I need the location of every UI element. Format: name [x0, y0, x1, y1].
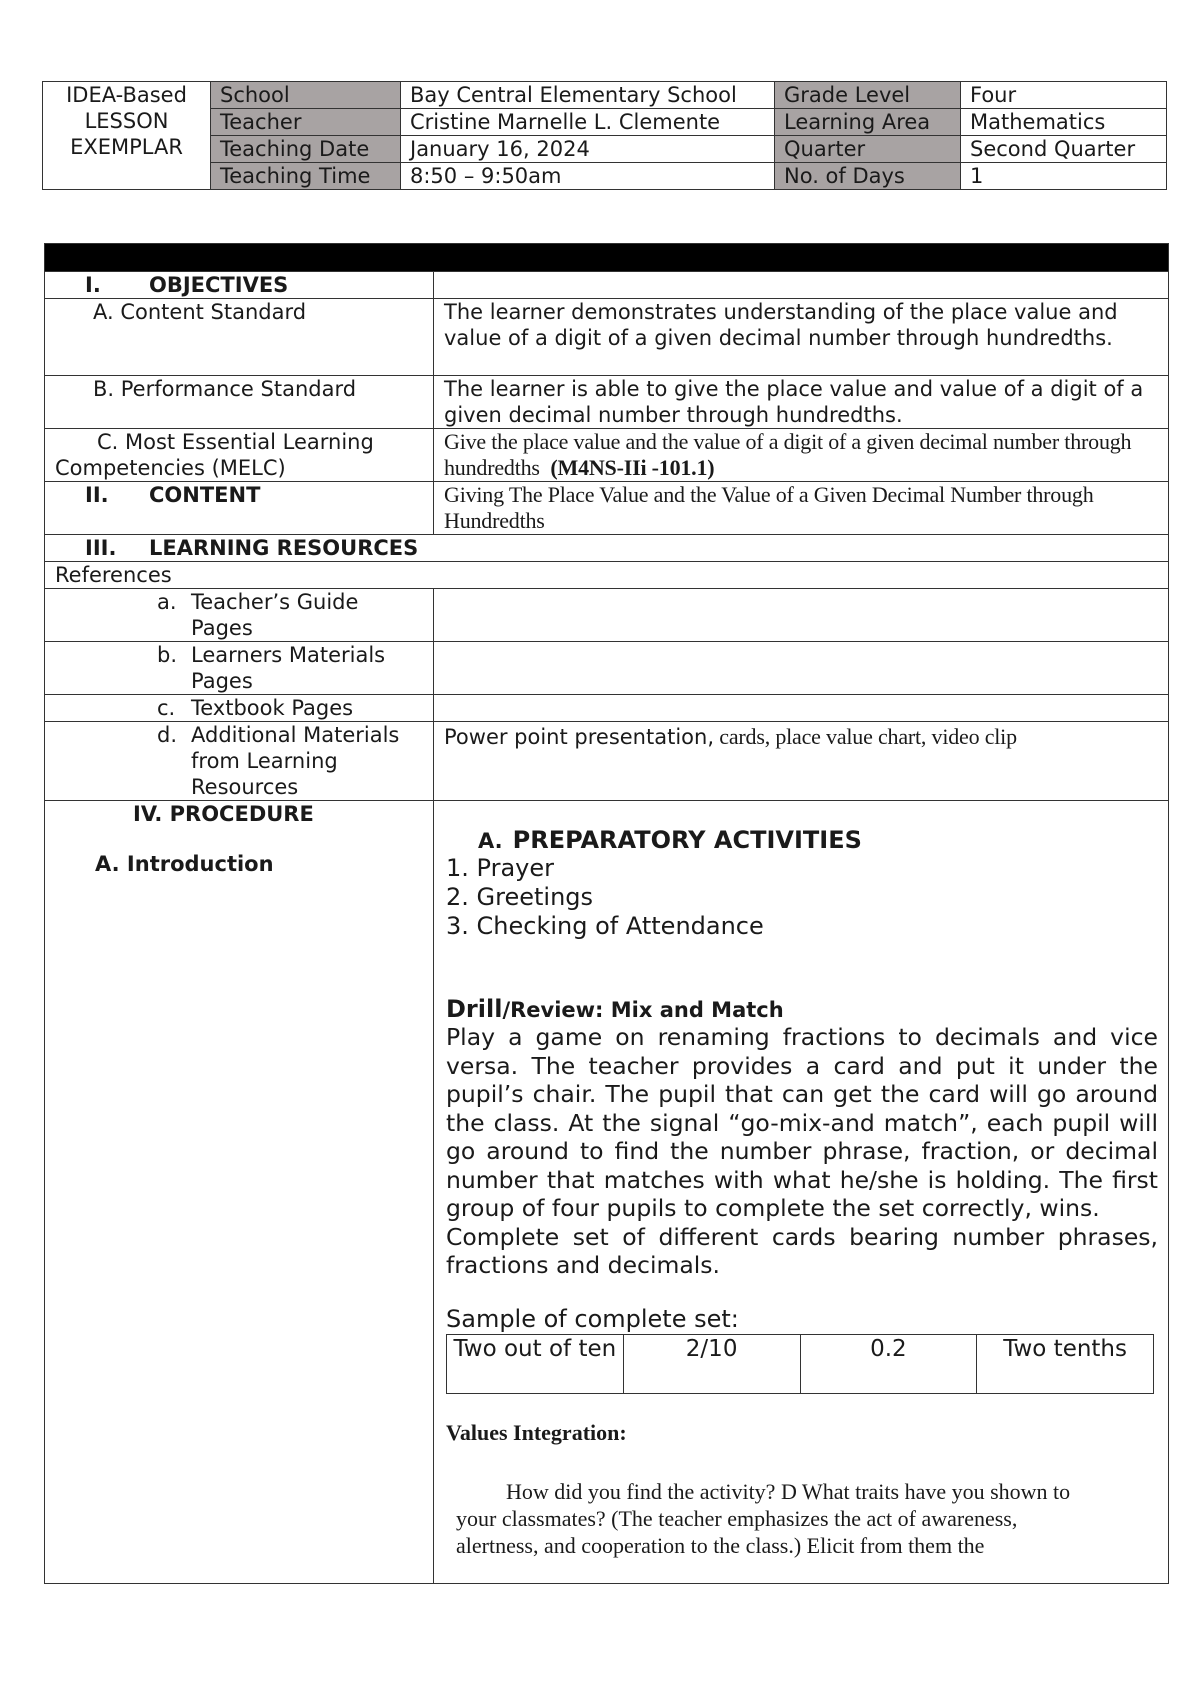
teacher-value: Cristine Marnelle L. Clemente: [401, 109, 775, 136]
teaching-time-value: 8:50 – 9:50am: [401, 163, 775, 190]
additional-materials-label: d. Additional Materials from Learning Resources: [45, 722, 434, 801]
idea-label-line-2: LESSON: [84, 109, 169, 133]
learners-materials-value: [434, 642, 1169, 695]
procedure-heading: IV. PROCEDURE: [133, 802, 314, 826]
sample-card: 2/10: [623, 1334, 800, 1393]
quarter-label: Quarter: [775, 136, 961, 163]
learning-area-value: Mathematics: [961, 109, 1167, 136]
sample-set-table: [446, 1334, 1154, 1394]
teaching-date-label: Teaching Date: [211, 136, 401, 163]
melc-label: C. Most Essential Learning Competencies (MELC): [45, 429, 434, 482]
idea-label-line-1: IDEA-Based: [66, 83, 187, 107]
sample-card: Two out of ten: [447, 1334, 624, 1393]
days-label: No. of Days: [775, 163, 961, 190]
teacher-label: Teacher: [211, 109, 401, 136]
content-standard-label: A. Content Standard: [45, 299, 434, 376]
performance-standard-text: The learner is able to give the place value and value of a digit of a given decimal number through hundredths.: [434, 376, 1169, 429]
quarter-value: Second Quarter: [961, 136, 1167, 163]
references-label: References: [45, 562, 1169, 589]
grade-level-value: Four: [961, 82, 1167, 109]
list-item: 2. Greetings: [446, 883, 594, 911]
performance-standard-label: B. Performance Standard: [45, 376, 434, 429]
textbook-pages-label: c. Textbook Pages: [45, 695, 434, 722]
preparatory-activities-heading: A. PREPARATORY ACTIVITIES: [478, 826, 862, 854]
content-heading: II. CONTENT: [45, 482, 434, 535]
drill-description: Play a game on renaming fractions to decimals and vice versa. The teacher provides a card and put it under the pupil’s chair. The pupil that can get the card will go around the class. At the signal “go-mix-and match”, each pupil will go around to find the number phrase, fraction, or decimal number that matches with what he/she is holding. The first group of four pupils to complete the set correctly, wins.: [446, 1023, 1158, 1222]
teaching-date-value: January 16, 2024: [401, 136, 775, 163]
teachers-guide-value: [434, 589, 1169, 642]
list-item: 3. Checking of Attendance: [446, 912, 764, 940]
sample-card: 0.2: [800, 1334, 977, 1393]
content-text: Giving The Place Value and the Value of a Given Decimal Number through Hundredths: [434, 482, 1169, 535]
learning-area-label: Learning Area: [775, 109, 961, 136]
values-integration-heading: Values Integration:: [446, 1419, 627, 1445]
learning-resources-heading: III. LEARNING RESOURCES: [45, 535, 1169, 562]
lesson-plan-table: [44, 243, 1169, 1584]
procedure-left-cell: [45, 801, 434, 1584]
list-item: 1. Prayer: [446, 854, 554, 882]
black-header-bar: [45, 244, 1169, 272]
melc-text: Give the place value and the value of a digit of a given decimal number through hundredths (M4NS-IIi -101.1): [434, 429, 1169, 482]
procedure-content: [434, 801, 1169, 1584]
idea-based-label: [43, 82, 211, 190]
school-value: Bay Central Elementary School: [401, 82, 775, 109]
additional-materials-value: Power point presentation, cards, place value chart, video clip: [434, 722, 1169, 801]
content-standard-text: The learner demonstrates understanding of the place value and value of a digit of a given decimal number through hundredths.: [434, 299, 1169, 376]
grade-level-label: Grade Level: [775, 82, 961, 109]
drill-materials: Complete set of different cards bearing number phrases, fractions and decimals.: [446, 1222, 1158, 1279]
school-label: School: [211, 82, 401, 109]
learners-materials-label: b. Learners Materials Pages: [45, 642, 434, 695]
drill-heading: Drill/Review: Mix and Match: [446, 995, 784, 1023]
sample-card: Two tenths: [977, 1334, 1154, 1393]
preparatory-list: [446, 854, 1158, 941]
lesson-header-table: [42, 81, 1167, 190]
textbook-pages-value: [434, 695, 1169, 722]
values-integration-text: How did you find the activity? D What traits have you shown to your classmates? (The teacher emphasizes the act of awareness, alertness, and cooperation to the class.) Elicit from them the: [456, 1478, 1071, 1558]
introduction-label: A. Introduction: [95, 852, 274, 876]
teaching-time-label: Teaching Time: [211, 163, 401, 190]
melc-code: (M4NS-IIi -101.1): [550, 455, 715, 480]
objectives-heading: I. OBJECTIVES: [45, 272, 434, 299]
sample-set-label: Sample of complete set:: [446, 1304, 739, 1333]
days-value: 1: [961, 163, 1167, 190]
idea-label-line-3: EXEMPLAR: [70, 135, 183, 159]
teachers-guide-label: a. Teacher’s Guide Pages: [45, 589, 434, 642]
